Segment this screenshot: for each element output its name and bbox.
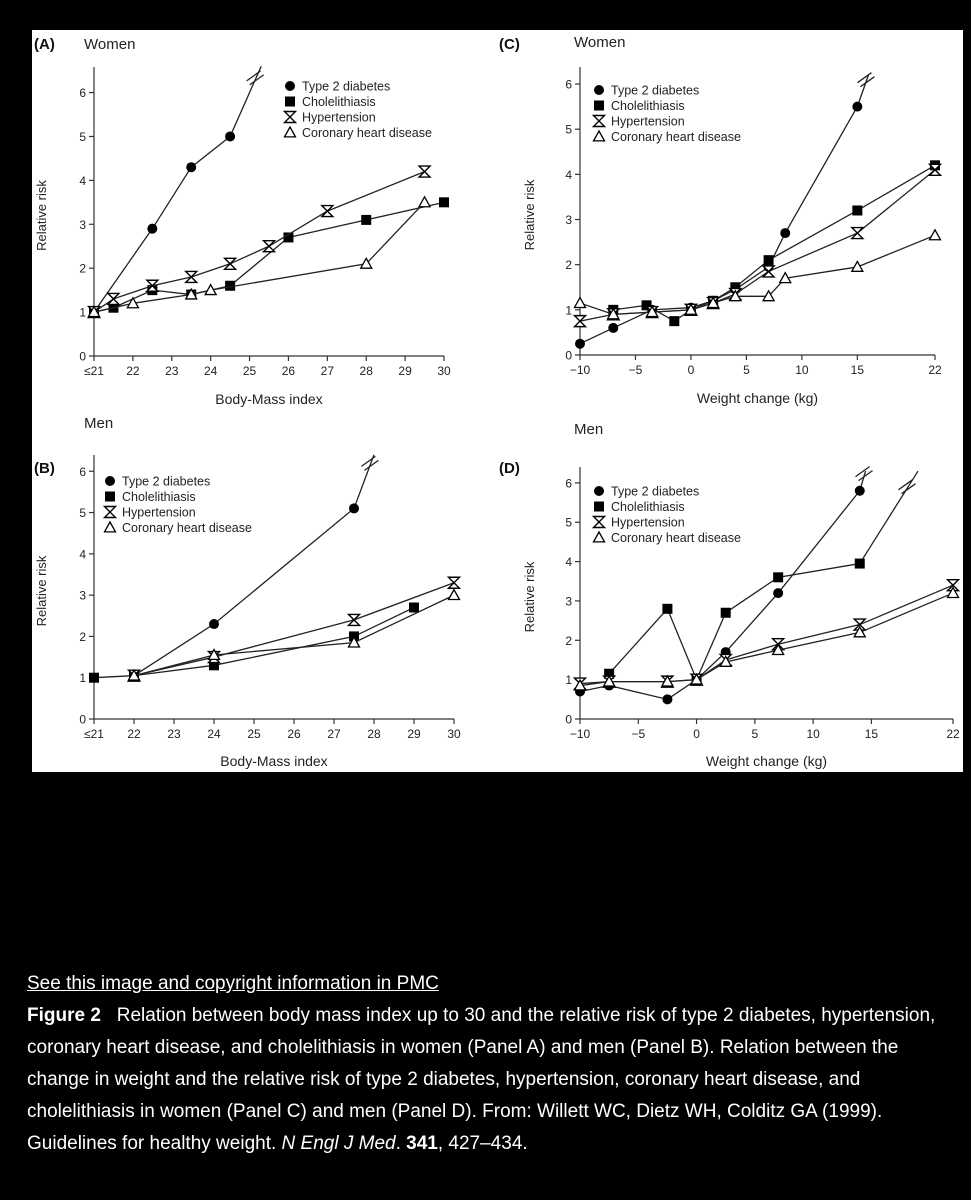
data-point-square (855, 559, 865, 569)
legend-label: Hypertension (611, 515, 685, 530)
y-tick-label: 0 (565, 348, 572, 363)
legend-marker-square (105, 492, 115, 502)
data-point-square (773, 572, 783, 582)
data-point-circle (608, 323, 618, 333)
data-point-triangle (930, 230, 941, 240)
series-line (94, 202, 425, 312)
legend-label: Coronary heart disease (122, 521, 252, 535)
x-tick-label: 30 (447, 727, 461, 741)
legend-marker-circle (105, 476, 115, 486)
x-tick-label: 22 (127, 727, 141, 741)
legend-label: Coronary heart disease (611, 130, 741, 144)
y-tick-label: 0 (565, 712, 572, 727)
data-point-square (361, 215, 371, 225)
x-tick-label: 0 (687, 363, 695, 377)
legend-label: Coronary heart disease (611, 531, 741, 545)
y-tick-label: 4 (79, 173, 86, 188)
data-point-hourglass (322, 206, 333, 217)
data-point-circle (662, 694, 672, 704)
series-line (580, 170, 935, 321)
legend-marker-hourglass (594, 517, 605, 528)
series-break-line (230, 66, 261, 136)
legend-label: Type 2 diabetes (611, 83, 700, 98)
legend-label: Type 2 diabetes (611, 484, 700, 499)
y-tick-label: 2 (79, 261, 86, 276)
data-point-hourglass (186, 271, 197, 282)
legend-marker-triangle (105, 522, 116, 532)
y-tick-label: 5 (79, 129, 86, 144)
x-tick-label: 22 (946, 727, 960, 741)
panel-letter: (A) (34, 36, 55, 53)
caption-body: Relation between body mass index up to 30 and the relative risk of type 2 diabetes, hypertension, coronary heart disease, and cholelithiasis in women (Panel A) and men (Panel B). Relation between the change in weight and the relative risk of type 2 diabetes, hypertension, coronary heart disease, and cholelithiasis in women (Panel C) and men (Panel D). From: Willett WC, Dietz WH, Colditz GA (1999). Guidelines for healthy weight. (27, 1005, 936, 1154)
y-tick-label: 1 (79, 305, 86, 320)
figure-image (32, 30, 963, 772)
x-axis-label: Weight change (kg) (705, 753, 828, 769)
charts-svg (32, 30, 963, 772)
y-tick-label: 6 (565, 77, 572, 92)
x-tick-label: 23 (165, 364, 179, 378)
series-break-line (860, 471, 918, 563)
series-line (134, 583, 454, 676)
x-tick-label: 28 (367, 727, 381, 741)
legend-label: Hypertension (611, 114, 685, 129)
break-mark (361, 456, 375, 466)
legend-label: Hypertension (302, 110, 376, 125)
x-tick-label: 5 (743, 363, 750, 377)
y-tick-label: 0 (79, 712, 86, 727)
y-tick-label: 1 (565, 303, 572, 318)
x-tick-label: 27 (320, 364, 335, 378)
data-point-triangle (852, 261, 863, 271)
y-tick-label: 2 (79, 629, 86, 644)
chart-panel-0 (34, 36, 451, 407)
y-tick-label: 1 (79, 671, 86, 686)
data-point-triangle (449, 590, 460, 600)
y-tick-label: 5 (79, 506, 86, 521)
caption-sep: . (395, 1133, 407, 1154)
y-tick-label: 0 (79, 349, 86, 364)
x-tick-label: 15 (864, 727, 879, 741)
data-point-circle (575, 339, 585, 349)
series-hourglass (575, 580, 959, 689)
data-point-circle (773, 588, 783, 598)
y-tick-label: 4 (565, 555, 572, 570)
y-tick-label: 2 (565, 633, 572, 648)
data-point-triangle (575, 298, 586, 308)
x-tick-label: −5 (628, 363, 643, 377)
y-axis-label: Relative risk (522, 561, 537, 633)
legend-label: Coronary heart disease (302, 126, 432, 140)
y-axis-label: Relative risk (34, 555, 49, 627)
data-point-circle (186, 162, 196, 172)
series-triangle (575, 588, 959, 690)
x-tick-label: ≤21 (84, 364, 104, 378)
break-mark (857, 73, 871, 83)
pmc-copyright-link[interactable]: See this image and copyright information in PMC (27, 973, 439, 994)
legend-label: Hypertension (122, 505, 196, 520)
x-tick-label: −10 (569, 363, 591, 377)
series-break-line (354, 455, 374, 509)
legend-marker-square (285, 97, 295, 107)
y-tick-label: 3 (565, 594, 572, 609)
y-tick-label: 5 (565, 515, 572, 530)
data-point-triangle (419, 197, 430, 207)
y-axis-label: Relative risk (522, 179, 537, 251)
x-tick-label: 23 (167, 727, 181, 741)
legend-marker-hourglass (105, 507, 116, 518)
legend-marker-triangle (594, 131, 605, 141)
x-tick-label: ≤21 (84, 727, 104, 741)
y-tick-label: 6 (565, 476, 572, 491)
legend-label: Type 2 diabetes (122, 474, 211, 489)
legend (594, 485, 741, 546)
caption-journal: N Engl J Med (281, 1133, 396, 1154)
data-point-circle (852, 102, 862, 112)
data-point-square (852, 205, 862, 215)
x-tick-label: 24 (203, 364, 218, 378)
x-axis-label: Body-Mass index (220, 753, 328, 769)
caption-area (27, 968, 962, 1160)
legend-label: Cholelithiasis (611, 500, 685, 514)
data-point-square (662, 604, 672, 614)
panel-group-title: Women (574, 34, 626, 51)
series-line (580, 585, 953, 683)
data-point-square (439, 197, 449, 207)
break-mark (856, 467, 870, 477)
series-line (94, 202, 444, 312)
y-axis-label: Relative risk (34, 180, 49, 251)
data-point-square (721, 608, 731, 618)
legend (594, 84, 741, 145)
legend-marker-hourglass (594, 116, 605, 127)
x-tick-label: 10 (795, 363, 809, 377)
panel-group-title: Women (84, 36, 136, 53)
x-axis-label: Weight change (kg) (696, 390, 819, 406)
legend-marker-hourglass (285, 112, 296, 123)
legend-label: Cholelithiasis (611, 99, 685, 113)
chart-panel-3 (499, 421, 960, 769)
panel-letter: (B) (34, 460, 55, 477)
x-tick-label: 27 (327, 727, 341, 741)
legend-label: Type 2 diabetes (302, 79, 391, 94)
panel-group-title: Men (574, 421, 604, 438)
data-point-hourglass (575, 316, 586, 327)
x-axis-label: Body-Mass index (215, 391, 323, 407)
data-point-hourglass (852, 228, 863, 239)
y-tick-label: 2 (565, 258, 572, 273)
y-tick-label: 6 (79, 86, 86, 101)
x-tick-label: 29 (407, 727, 421, 741)
x-tick-label: 30 (437, 364, 451, 378)
x-tick-label: 10 (806, 727, 820, 741)
y-tick-label: 4 (79, 547, 86, 562)
panel-group-title: Men (84, 415, 114, 432)
legend-marker-circle (594, 486, 604, 496)
x-tick-label: 28 (359, 364, 373, 378)
series-square (89, 197, 449, 317)
x-tick-label: 0 (693, 727, 700, 741)
legend-marker-circle (285, 81, 295, 91)
data-point-square (409, 603, 419, 613)
data-point-circle (209, 619, 219, 629)
data-point-circle (349, 503, 359, 513)
data-point-circle (147, 224, 157, 234)
series-line (609, 564, 860, 680)
data-point-circle (225, 131, 235, 141)
x-tick-label: 26 (287, 727, 301, 741)
series-line (613, 165, 935, 321)
y-tick-label: 1 (565, 673, 572, 688)
panel-letter: (C) (499, 36, 520, 53)
series-line (94, 608, 414, 678)
x-tick-label: −10 (569, 727, 591, 741)
y-tick-label: 3 (79, 217, 86, 232)
x-tick-label: 22 (126, 364, 140, 378)
data-point-circle (780, 228, 790, 238)
y-tick-label: 6 (79, 464, 86, 479)
x-tick-label: 25 (247, 727, 261, 741)
y-tick-label: 3 (565, 213, 572, 228)
series-hourglass (89, 166, 431, 318)
data-point-hourglass (449, 577, 460, 588)
data-point-square (89, 673, 99, 683)
y-tick-label: 5 (565, 122, 572, 137)
series-hourglass (129, 577, 460, 681)
data-point-hourglass (763, 266, 774, 277)
series-hourglass (575, 164, 941, 326)
y-tick-label: 4 (565, 167, 572, 182)
legend (105, 475, 252, 536)
legend-label: Cholelithiasis (302, 95, 376, 109)
series-triangle (89, 197, 431, 317)
data-point-hourglass (349, 614, 360, 625)
caption-volume: 341 (406, 1133, 438, 1154)
data-point-hourglass (225, 258, 236, 269)
legend (285, 80, 432, 141)
x-tick-label: 29 (398, 364, 412, 378)
caption-pages: , 427–434. (437, 1133, 528, 1154)
data-point-hourglass (108, 293, 119, 304)
break-mark (899, 480, 913, 490)
data-point-hourglass (264, 241, 275, 252)
x-tick-label: 5 (751, 727, 759, 741)
legend-marker-square (594, 502, 604, 512)
y-tick-label: 3 (79, 588, 86, 603)
x-tick-label: 25 (242, 364, 257, 378)
data-point-square (669, 316, 679, 326)
x-tick-label: 24 (207, 727, 221, 741)
legend-marker-triangle (285, 127, 296, 137)
figure-label: Figure 2 (27, 1005, 101, 1026)
x-tick-label: 26 (281, 364, 296, 378)
chart-panel-2 (499, 34, 942, 406)
figure-caption (27, 1000, 962, 1160)
series-break-line (857, 75, 868, 107)
panel-letter: (D) (499, 460, 520, 477)
chart-panel-1 (34, 415, 461, 769)
legend-marker-triangle (594, 532, 605, 542)
legend-label: Cholelithiasis (122, 490, 196, 504)
legend-marker-circle (594, 85, 604, 95)
x-tick-label: 15 (850, 363, 865, 377)
break-mark (247, 71, 261, 81)
data-point-square (764, 255, 774, 265)
data-point-hourglass (419, 166, 430, 177)
legend-marker-square (594, 101, 604, 111)
x-tick-label: −5 (631, 727, 646, 741)
x-tick-label: 22 (928, 363, 942, 377)
data-point-circle (855, 486, 865, 496)
